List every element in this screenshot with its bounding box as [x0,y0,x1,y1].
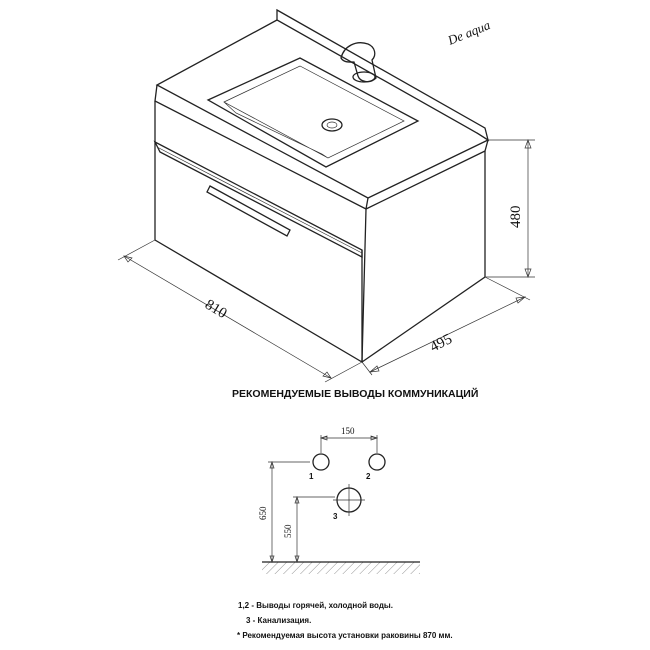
countertop [157,20,488,198]
outlet-2-label: 2 [366,472,371,481]
outlet-cold [369,454,385,470]
floor-hatch [262,562,420,574]
width-label: 810 [201,296,230,323]
brand-logo: De aqua [445,17,493,48]
faucet [341,43,376,82]
note-water: 1,2 - Выводы горячей, холодной воды. [238,601,393,610]
cabinet-front [155,101,362,362]
outlet-1-label: 1 [309,472,314,481]
sink-drain [322,119,342,131]
height-550-label: 550 [283,524,293,538]
drawer-handle [207,186,290,236]
sink-rim [208,58,418,167]
spacing-label: 150 [341,426,355,436]
section-title: РЕКОМЕНДУЕМЫЕ ВЫВОДЫ КОММУНИКАЦИЙ [232,388,479,400]
countertop-edge [155,85,488,209]
cabinet-side [362,151,485,362]
outlet-hot [313,454,329,470]
outlet-3-label: 3 [333,512,338,521]
drawer-gap [157,147,362,253]
note-drain: 3 - Канализация. [246,616,312,625]
dimension-depth [362,277,530,375]
height-650-label: 650 [258,506,268,520]
depth-label: 495 [427,331,455,356]
connections-diagram [258,426,420,574]
note-install-height: * Рекомендуемая высота установки раковины 870 мм. [237,631,453,640]
height-label: 480 [508,205,524,228]
dimension-height [485,140,535,277]
dimension-width [118,240,362,382]
